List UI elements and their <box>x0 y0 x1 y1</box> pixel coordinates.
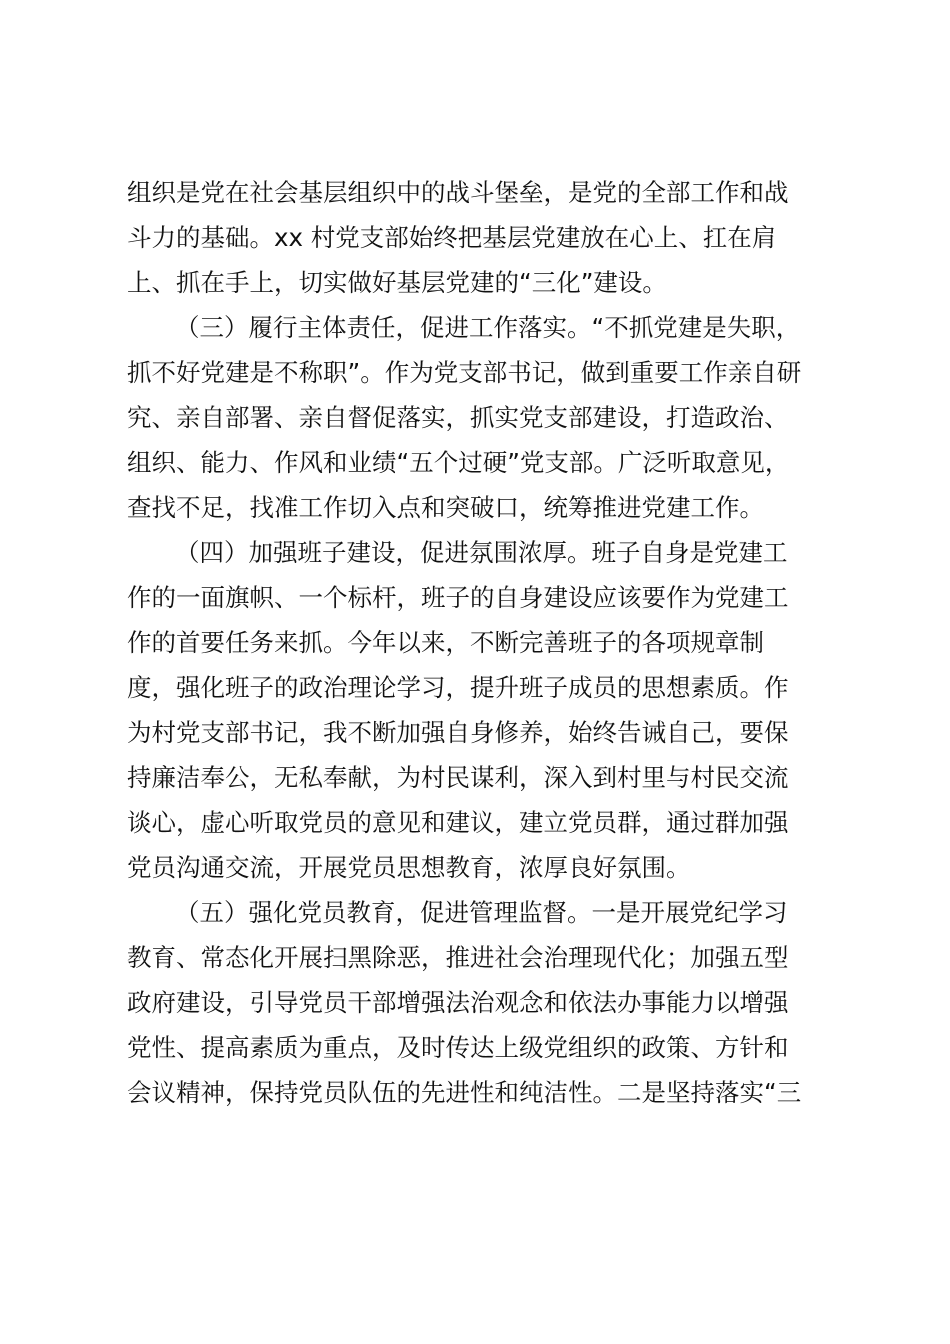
text-line: 组织、能力、作风和业绩“五个过硬”党支部。广泛听取意见， <box>127 448 790 477</box>
text-line: 持廉洁奉公，无私奉献，为村民谋利，深入到村里与村民交流 <box>127 763 789 792</box>
text-line: 党性、提高素质为重点，及时传达上级党组织的政策、方针和 <box>127 1033 789 1062</box>
text-line: 抓不好党建是不称职”。作为党支部书记，做到重要工作亲自研 <box>127 358 802 387</box>
text-line: 斗力的基础。xx 村党支部始终把基层党建放在心上、扛在肩 <box>127 223 777 252</box>
text-line: 查找不足，找准工作切入点和突破口，统筹推进党建工作。 <box>127 493 764 522</box>
text-line: 作的首要任务来抓。今年以来，不断完善班子的各项规章制 <box>127 628 764 657</box>
section-heading-line: （四）加强班子建设，促进氛围浓厚。班子自身是党建工 <box>175 538 788 567</box>
text-line: 为村党支部书记，我不断加强自身修养，始终告诫自己，要保 <box>127 718 789 747</box>
text-line: 度，强化班子的政治理论学习，提升班子成员的思想素质。作 <box>127 673 789 702</box>
text-line: 政府建设，引导党员干部增强法治观念和依法办事能力以增强 <box>127 988 789 1017</box>
text-line: 上、抓在手上，切实做好基层党建的“三化”建设。 <box>127 268 667 297</box>
text-line: 党员沟通交流，开展党员思想教育，浓厚良好氛围。 <box>127 853 691 882</box>
section-heading-line: （三）履行主体责任，促进工作落实。“不抓党建是失职， <box>175 313 801 342</box>
body-text <box>127 170 827 1115</box>
text-line: 会议精神，保持党员队伍的先进性和纯洁性。二是坚持落实“三 <box>127 1078 802 1107</box>
text-line: 究、亲自部署、亲自督促落实，抓实党支部建设，打造政治、 <box>127 403 789 432</box>
text-line: 组织是党在社会基层组织中的战斗堡垒，是党的全部工作和战 <box>127 178 789 207</box>
text-line: 谈心，虚心听取党员的意见和建议，建立党员群，通过群加强 <box>127 808 789 837</box>
text-line: 作的一面旗帜、一个标杆，班子的自身建设应该要作为党建工 <box>127 583 789 612</box>
section-heading-line: （五）强化党员教育，促进管理监督。一是开展党纪学习 <box>175 898 788 927</box>
text-line: 教育、常态化开展扫黑除恶，推进社会治理现代化；加强五型 <box>127 943 789 972</box>
